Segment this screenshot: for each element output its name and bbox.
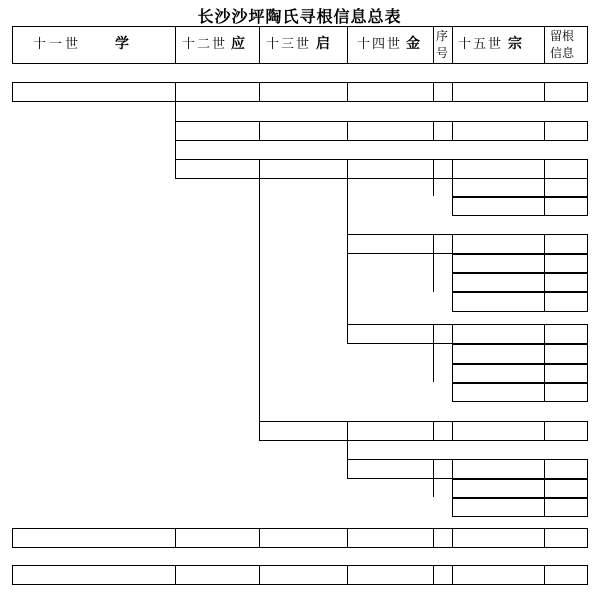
header-seq: 序	[436, 29, 449, 43]
cell-border	[452, 254, 453, 274]
cell-border	[587, 479, 588, 499]
cell-border	[544, 196, 545, 216]
cell-border	[347, 324, 348, 344]
header-gen13-char: 启	[316, 36, 330, 52]
header-top-border	[12, 26, 588, 27]
cell-border	[452, 344, 453, 364]
cell-border	[452, 178, 453, 198]
cell-border	[433, 234, 434, 254]
row-top-border	[452, 479, 588, 480]
header-border	[175, 26, 176, 64]
cell-border	[544, 421, 545, 441]
cell-border	[452, 292, 453, 312]
row-bottom-border	[452, 311, 588, 312]
tree-connector	[347, 178, 348, 324]
cell-border	[587, 382, 588, 402]
cell-border	[452, 121, 453, 141]
tree-connector	[433, 178, 434, 196]
row-top-border	[175, 121, 588, 122]
cell-border	[544, 479, 545, 499]
cell-border	[452, 459, 453, 479]
cell-border	[347, 159, 348, 179]
cell-border	[587, 178, 588, 198]
row-bottom-border	[259, 440, 588, 441]
cell-border	[433, 159, 434, 179]
cell-border	[259, 159, 260, 179]
cell-border	[433, 528, 434, 548]
cell-border	[544, 234, 545, 254]
cell-border	[452, 364, 453, 384]
cell-border	[433, 565, 434, 585]
row-bottom-border	[452, 215, 588, 216]
cell-border	[544, 324, 545, 344]
row-top-border	[452, 497, 588, 498]
cell-border	[587, 234, 588, 254]
row-top-border	[347, 459, 588, 460]
cell-border	[587, 121, 588, 141]
header-gen11: 十一世	[33, 37, 82, 52]
cell-border	[587, 364, 588, 384]
row-top-border	[12, 565, 588, 566]
cell-border	[452, 159, 453, 179]
page-title: 长沙沙坪陶氏寻根信息总表	[197, 7, 402, 26]
cell-border	[544, 459, 545, 479]
cell-border	[347, 565, 348, 585]
cell-border	[452, 565, 453, 585]
header-border	[12, 26, 13, 64]
row-bottom-border	[452, 401, 588, 402]
cell-border	[452, 324, 453, 344]
cell-border	[587, 324, 588, 344]
header-bottom-border	[12, 63, 588, 64]
cell-border	[544, 344, 545, 364]
header-gen13: 十三世	[266, 37, 312, 52]
cell-border	[587, 292, 588, 312]
cell-border	[452, 479, 453, 499]
cell-border	[452, 234, 453, 254]
header-gen12-char: 应	[231, 36, 245, 52]
cell-border	[587, 344, 588, 364]
cell-border	[433, 324, 434, 344]
cell-border	[259, 528, 260, 548]
cell-border	[587, 565, 588, 585]
cell-border	[452, 497, 453, 517]
tree-connector	[433, 253, 434, 292]
cell-border	[347, 528, 348, 548]
cell-border	[347, 121, 348, 141]
row-top-border	[452, 178, 588, 179]
header-gen11-char: 学	[115, 36, 129, 52]
row-top-border	[12, 82, 588, 83]
header-info: 留根	[550, 29, 575, 43]
cell-border	[544, 292, 545, 312]
cell-border	[544, 272, 545, 292]
cell-border	[452, 528, 453, 548]
tree-connector	[259, 178, 260, 421]
cell-border	[587, 254, 588, 274]
row-top-border	[175, 159, 588, 160]
header-seq: 号	[436, 46, 449, 60]
header-gen14-char: 金	[406, 36, 420, 52]
header-border	[347, 26, 348, 64]
row-bottom-border	[12, 101, 588, 102]
header-border	[452, 26, 453, 64]
row-bottom-border	[452, 498, 588, 499]
cell-border	[587, 272, 588, 292]
cell-border	[347, 82, 348, 102]
cell-border	[544, 82, 545, 102]
tree-connector	[175, 101, 176, 159]
cell-border	[544, 178, 545, 198]
header-gen12: 十二世	[182, 37, 228, 52]
row-top-border	[347, 324, 588, 325]
cell-border	[544, 121, 545, 141]
header-border	[433, 26, 434, 64]
row-bottom-border	[12, 547, 588, 548]
row-top-border	[452, 254, 588, 255]
header-info: 信息	[550, 46, 575, 60]
row-bottom-border	[175, 140, 588, 141]
cell-border	[544, 528, 545, 548]
header-border	[587, 26, 588, 64]
row-top-border	[347, 234, 588, 235]
cell-border	[452, 382, 453, 402]
cell-border	[587, 528, 588, 548]
cell-border	[544, 497, 545, 517]
cell-border	[544, 382, 545, 402]
row-bottom-border	[452, 273, 588, 274]
cell-border	[259, 121, 260, 141]
header-gen14: 十四世	[357, 37, 403, 52]
row-top-border	[452, 344, 588, 345]
cell-border	[12, 565, 13, 585]
cell-border	[452, 272, 453, 292]
row-top-border	[452, 196, 588, 197]
header-border	[259, 26, 260, 64]
cell-border	[433, 121, 434, 141]
cell-border	[587, 196, 588, 216]
row-top-border	[452, 272, 588, 273]
header-gen15: 十五世	[458, 37, 504, 52]
cell-border	[175, 565, 176, 585]
tree-connector	[433, 343, 434, 382]
cell-border	[452, 421, 453, 441]
header-gen15-char: 宗	[508, 36, 522, 52]
cell-border	[544, 254, 545, 274]
row-top-border	[452, 364, 588, 365]
cell-border	[175, 528, 176, 548]
cell-border	[12, 82, 13, 102]
cell-border	[452, 196, 453, 216]
cell-border	[587, 497, 588, 517]
cell-border	[433, 421, 434, 441]
tree-connector	[347, 440, 348, 459]
row-bottom-border	[452, 383, 588, 384]
cell-border	[347, 459, 348, 479]
cell-border	[587, 421, 588, 441]
row-top-border	[12, 528, 588, 529]
cell-border	[544, 159, 545, 179]
cell-border	[587, 459, 588, 479]
cell-border	[347, 421, 348, 441]
cell-border	[175, 82, 176, 102]
cell-border	[587, 82, 588, 102]
row-top-border	[452, 292, 588, 293]
tree-connector	[433, 478, 434, 497]
cell-border	[259, 82, 260, 102]
row-top-border	[259, 421, 588, 422]
cell-border	[433, 459, 434, 479]
cell-border	[544, 364, 545, 384]
cell-border	[452, 82, 453, 102]
row-bottom-border	[452, 516, 588, 517]
cell-border	[175, 159, 176, 179]
cell-border	[433, 82, 434, 102]
row-bottom-border	[452, 197, 588, 198]
row-top-border	[452, 382, 588, 383]
cell-border	[259, 565, 260, 585]
cell-border	[12, 528, 13, 548]
row-bottom-border	[12, 584, 588, 585]
cell-border	[544, 565, 545, 585]
cell-border	[587, 159, 588, 179]
header-border	[544, 26, 545, 64]
cell-border	[259, 421, 260, 441]
